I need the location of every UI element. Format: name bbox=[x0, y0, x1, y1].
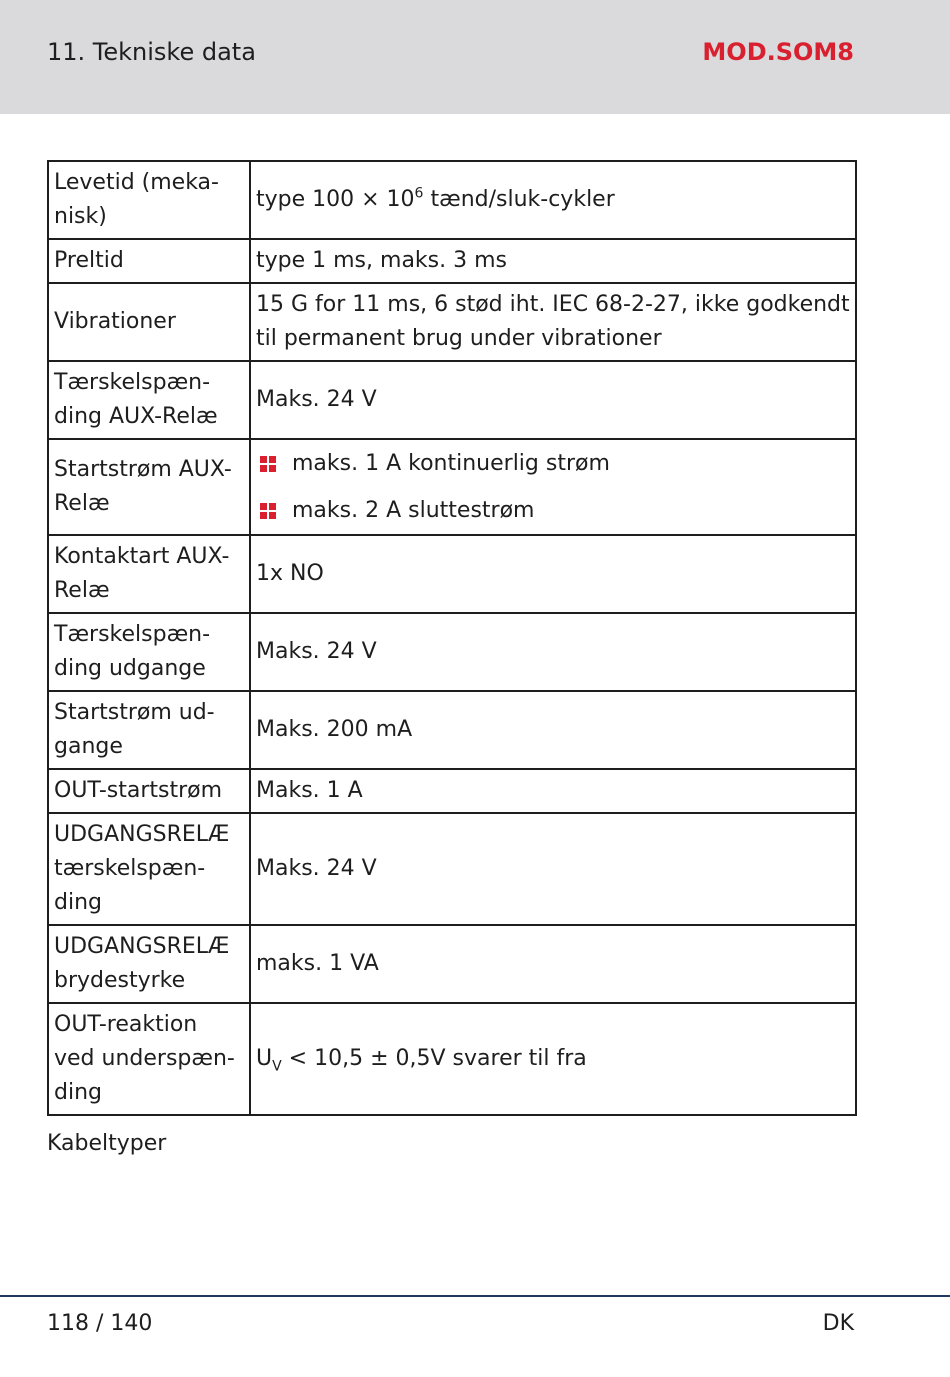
list-item bbox=[256, 487, 850, 534]
table-row bbox=[48, 535, 856, 613]
language-code: DK bbox=[822, 1311, 854, 1336]
table-row bbox=[48, 239, 856, 283]
row-value: 15 G for 11 ms, 6 stød iht. IEC 68-2-27, ikke godkendt til permanent brug under vibrationer bbox=[250, 283, 856, 361]
value-superscript: 6 bbox=[414, 185, 424, 202]
row-label: OUT-reaktion ved underspæn-ding bbox=[48, 1003, 250, 1115]
bullet-icon bbox=[260, 456, 276, 472]
bullet-icon bbox=[260, 503, 276, 519]
row-value: Maks. 24 V bbox=[250, 813, 856, 925]
table-row bbox=[48, 925, 856, 1003]
row-value: Maks. 1 A bbox=[250, 769, 856, 813]
table-row bbox=[48, 613, 856, 691]
row-label: Tærskelspæn-ding AUX-Relæ bbox=[48, 361, 250, 439]
table-row bbox=[48, 161, 856, 239]
row-value: Maks. 24 V bbox=[250, 361, 856, 439]
row-value: 1x NO bbox=[250, 535, 856, 613]
table-row bbox=[48, 283, 856, 361]
spec-table bbox=[47, 160, 857, 1116]
row-value bbox=[250, 439, 856, 535]
bullet-text: maks. 1 A kontinuerlig strøm bbox=[292, 450, 610, 476]
table-row bbox=[48, 769, 856, 813]
footer-divider bbox=[0, 1295, 950, 1297]
value-subscript: V bbox=[272, 1058, 282, 1075]
row-value: maks. 1 VA bbox=[250, 925, 856, 1003]
row-label: Startstrøm AUX-Relæ bbox=[48, 439, 250, 535]
cable-types-heading: Kabeltyper bbox=[47, 1131, 167, 1156]
row-label: Kontaktart AUX-Relæ bbox=[48, 535, 250, 613]
row-value: type 1 ms, maks. 3 ms bbox=[250, 239, 856, 283]
row-label: Vibrationer bbox=[48, 283, 250, 361]
row-label: Preltid bbox=[48, 239, 250, 283]
row-label: Startstrøm ud-gange bbox=[48, 691, 250, 769]
table-row bbox=[48, 1003, 856, 1115]
section-title: 11. Tekniske data bbox=[47, 38, 256, 66]
product-name: MOD.SOM8 bbox=[702, 38, 854, 66]
bullet-text: maks. 2 A sluttestrøm bbox=[292, 497, 535, 523]
row-label: UDGANGSRELÆ brydestyrke bbox=[48, 925, 250, 1003]
list-item bbox=[256, 440, 850, 487]
bullet-list bbox=[256, 440, 850, 534]
row-value bbox=[250, 1003, 856, 1115]
row-label: OUT-startstrøm bbox=[48, 769, 250, 813]
value-text: < 10,5 ± 0,5V svarer til fra bbox=[281, 1046, 587, 1071]
value-text: tænd/sluk-cykler bbox=[423, 187, 615, 212]
row-label: Tærskelspæn-ding udgange bbox=[48, 613, 250, 691]
value-text: type 100 × 10 bbox=[256, 187, 415, 212]
table-row bbox=[48, 691, 856, 769]
page-number: 118 / 140 bbox=[47, 1311, 153, 1336]
value-text: U bbox=[256, 1046, 273, 1071]
row-value: Maks. 200 mA bbox=[250, 691, 856, 769]
row-label: Levetid (meka-nisk) bbox=[48, 161, 250, 239]
row-label: UDGANGSRELÆ tærskelspæn-ding bbox=[48, 813, 250, 925]
row-value bbox=[250, 161, 856, 239]
table-row bbox=[48, 439, 856, 535]
row-value: Maks. 24 V bbox=[250, 613, 856, 691]
table-row bbox=[48, 813, 856, 925]
table-row bbox=[48, 361, 856, 439]
page-header bbox=[0, 0, 950, 114]
